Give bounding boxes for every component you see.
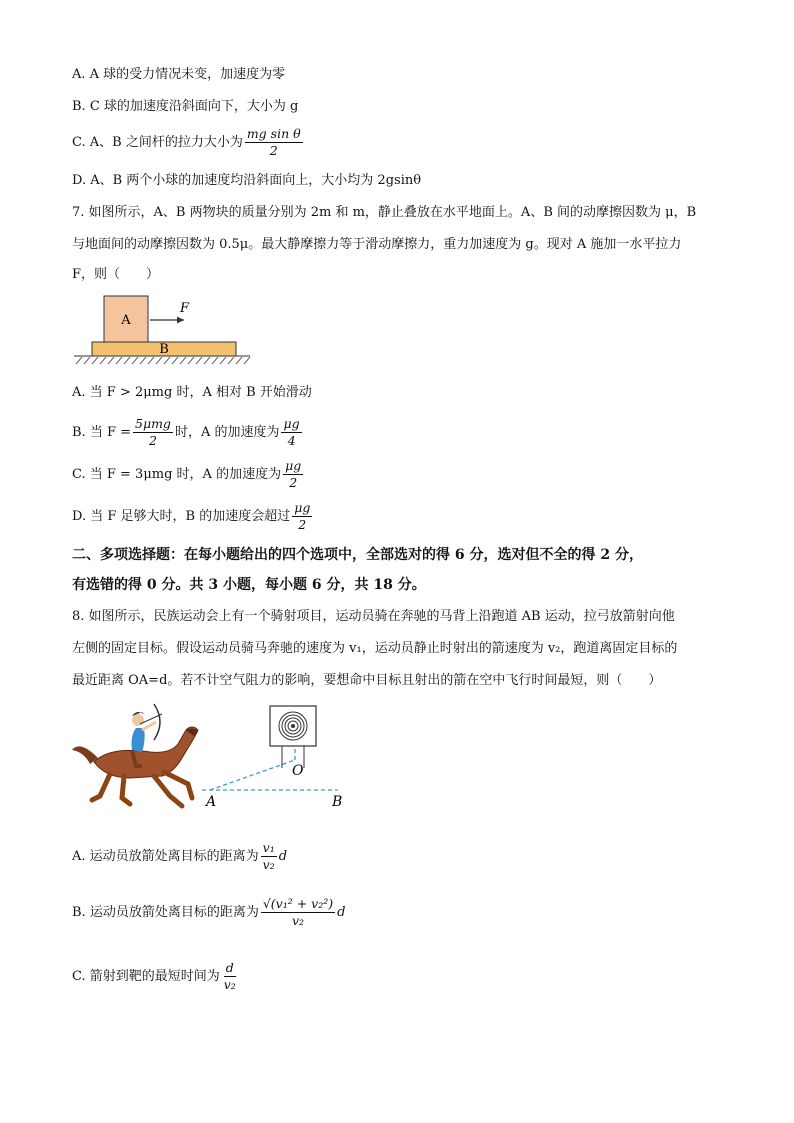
rider-body	[132, 728, 145, 752]
q6-option-c	[72, 126, 305, 159]
q7-option-b-fraction-1	[133, 416, 173, 449]
q6-option-c-text: C. A、B 之间杆的拉力大小为	[72, 134, 243, 150]
q8-option-c-text: C. 箭射到靶的最短时间为	[72, 968, 220, 984]
q7-option-a: A. 当 F > 2μmg 时，A 相对 B 开始滑动	[72, 385, 312, 400]
q7-stem-line-2: 与地面间的动摩擦因数为 0.5μ。最大静摩擦力等于滑动摩擦力，重力加速度为 g。现对 A 施加一水平拉力	[72, 237, 682, 252]
ground-hatching	[76, 357, 250, 364]
q8-option-a-text: A. 运动员放箭处离目标的距离为	[72, 848, 259, 864]
fraction-numerator: d	[225, 960, 234, 975]
q7-option-b-text: B. 当 F =	[72, 424, 131, 440]
q7-option-c-text: C. 当 F = 3μmg 时，A 的加速度为	[72, 466, 282, 482]
q8-option-a-fraction	[261, 840, 277, 873]
q7-option-b-mid-text: 时，A 的加速度为	[174, 424, 280, 440]
fraction-numerator: √(v₁² + v₂²)	[262, 896, 334, 911]
fraction-denominator: 4	[287, 433, 296, 448]
arrow-head-icon	[177, 317, 184, 324]
force-label: F	[180, 301, 190, 316]
horse-rider-illustration	[72, 704, 198, 806]
rider-head	[132, 714, 144, 726]
q8-stem-line-2: 左侧的固定目标。假设运动员骑马奔驰的速度为 v₁，运动员静止时射出的箭速度为 v₂，跑道离固定目标的	[72, 641, 678, 656]
q8-option-b-variable: d	[337, 904, 346, 920]
fraction-numerator: μg	[285, 458, 302, 473]
q8-option-c-fraction	[222, 960, 238, 993]
fraction-numerator: μg	[294, 500, 311, 515]
q7-option-d	[72, 500, 314, 533]
fraction-numerator: μg	[283, 416, 300, 431]
fraction-numerator: 5μmg	[135, 416, 171, 431]
q8-option-b-fraction	[261, 896, 335, 929]
q8-stem-line-3: 最近距离 OA=d。若不计空气阻力的影响，要想命中目标且射出的箭在空中飞行时间最短，则（ ）	[72, 673, 662, 688]
q8-option-b-text: B. 运动员放箭处离目标的距离为	[72, 904, 259, 920]
fraction-numerator: v₁	[262, 840, 275, 855]
fraction-denominator: v₂	[262, 857, 275, 872]
q8-stem-line-1: 8. 如图所示，民族运动会上有一个骑射项目，运动员骑在奔驰的马背上沿跑道 AB 运动，拉弓放箭射向他	[72, 609, 675, 624]
point-o-label: O	[292, 763, 304, 779]
q7-option-c-fraction	[283, 458, 303, 491]
q7-stem-line-3: F，则（ ）	[72, 267, 160, 282]
q6-option-c-fraction	[245, 126, 303, 159]
block-a-label: A	[121, 313, 131, 328]
point-b-label: B	[332, 794, 343, 810]
fraction-denominator: v₂	[291, 913, 305, 928]
section-heading-line-2: 有选错的得 0 分。共 3 小题，每小题 6 分，共 18 分。	[72, 577, 426, 593]
q8-archery-figure	[70, 700, 360, 815]
q7-option-d-fraction	[292, 500, 312, 533]
q7-blocks-figure	[72, 294, 252, 366]
board-b-label: B	[159, 342, 169, 357]
q7-stem-line-1: 7. 如图所示，A、B 两物块的质量分别为 2m 和 m，静止叠放在水平地面上。A、B 间的动摩擦因数为 μ，B	[72, 205, 697, 220]
q6-option-d: D. A、B 两个小球的加速度均沿斜面向上，大小均为 2gsinθ	[72, 173, 422, 188]
q8-option-a	[72, 840, 287, 873]
q8-option-c	[72, 960, 240, 993]
fraction-denominator: v₂	[223, 977, 236, 992]
q7-option-b-fraction-2	[281, 416, 301, 449]
q6-option-a: A. A 球的受力情况未变，加速度为零	[72, 67, 286, 82]
section-heading-line-1: 二、多项选择题：在每小题给出的四个选项中，全部选对的得 6 分，选对但不全的得 2 分，	[72, 547, 643, 563]
fraction-denominator: 2	[298, 517, 307, 532]
q8-option-b	[72, 896, 345, 929]
fraction-denominator: 2	[269, 143, 278, 158]
fraction-denominator: 2	[148, 433, 157, 448]
q8-option-a-variable: d	[278, 848, 288, 864]
fraction-numerator: mg sin θ	[246, 126, 301, 141]
point-a-label: A	[206, 794, 217, 810]
fraction-denominator: 2	[289, 475, 298, 490]
q7-option-d-text: D. 当 F 足够大时，B 的加速度会超过	[72, 508, 291, 524]
q7-option-c	[72, 458, 305, 491]
q7-option-b	[72, 416, 304, 449]
q6-option-b: B. C 球的加速度沿斜面向下，大小为 g	[72, 99, 299, 114]
